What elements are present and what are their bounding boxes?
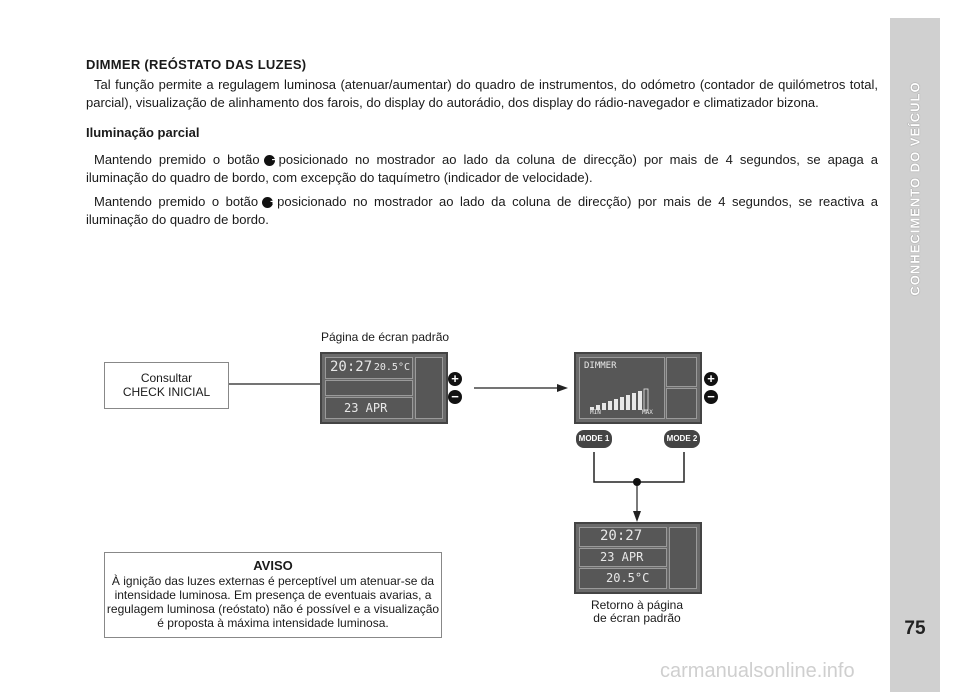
return-screen-top: [579, 527, 667, 547]
return-screen-bottom: [579, 568, 667, 589]
dimmer-bar: [632, 393, 636, 410]
default-page-label: Página de écran padrão: [320, 330, 450, 344]
mode1-button: MODE 1: [576, 430, 612, 448]
dimmer-bar: [644, 389, 648, 410]
sidebar-title-text: CONHECIMENTO DO VEÍCULO: [907, 80, 923, 296]
down-arrow-head: [633, 511, 641, 522]
dimmer-bar: [620, 397, 624, 410]
watermark: carmanualsonline.info: [660, 660, 855, 682]
paragraph-minus-after: posicionado no mostrador ao lado da coluna de direcção) por mais de 4 segundos, se apaga a iluminação do quadro de bordo, com excepção do taquímetro (indicador de velocidade).: [86, 152, 878, 185]
dimmer-bar: [626, 395, 630, 410]
mode-connector: [594, 452, 684, 482]
default-screen-bottom: [325, 397, 413, 419]
mode2-button: MODE 2: [664, 430, 700, 448]
screen1-time: 20:27: [330, 359, 373, 375]
paragraph-plus-after: posicionado no mostrador ao lado da coluna de direcção) por mais de 4 segundos, se reactiva a iluminação do quadro de bordo.: [86, 194, 878, 227]
warning-line4: é proposta à máxima intensidade luminosa.: [157, 616, 389, 630]
consult-line2: CHECK INICIAL: [122, 385, 211, 399]
intro-paragraph: Tal função permite a regulagem luminosa (atenuar/aumentar) do quadro de instrumentos, do odómetro (contador de quilómetros total, parcial), visualização de alinhamento dos farois, do display do autorádio, dos display do rádio-navegador e climatizador bizona.: [86, 77, 878, 110]
section-heading: DIMMER (REÓSTATO DAS LUZES): [86, 57, 307, 72]
default-screen-mid: [325, 380, 413, 396]
warning-line2: intensidade luminosa. Em presença de eventuais avarias, a: [114, 588, 432, 602]
plus-button-icon: +: [262, 197, 273, 208]
consult-box: [104, 362, 229, 409]
screen2-time: 20:27: [600, 528, 643, 544]
return-screen: [574, 522, 702, 594]
dimmer-bar: [602, 403, 606, 410]
dimmer-max: MAX: [642, 409, 653, 416]
plus-icon: +: [448, 372, 462, 386]
default-screen-top: [325, 357, 413, 379]
dimmer-bar: [638, 391, 642, 410]
mode-junction: [633, 478, 641, 486]
dimmer-side-bottom: [666, 388, 697, 419]
screen1-temp: 20.5°C: [373, 362, 410, 373]
plus-icon-2: +: [704, 372, 718, 386]
dimmer-title: DIMMER: [584, 361, 617, 371]
return-screen-side: [669, 527, 697, 589]
paragraph-plus-before: Mantendo premido o botão: [94, 194, 259, 209]
paragraph-minus-before: Mantendo premido o botão: [94, 152, 260, 167]
return-line1: Retorno à página: [590, 598, 684, 612]
warning-line3: regulagem luminosa (reóstato) não é possível e a visualização: [106, 602, 440, 616]
screen2-temp: 20.5°C: [606, 571, 650, 585]
default-screen-side: [415, 357, 443, 419]
minus-button-icon: −: [264, 155, 275, 166]
subheading: Iluminação parcial: [86, 125, 200, 140]
screen1-date: 23 APR: [344, 401, 388, 415]
warning-box: [104, 552, 442, 638]
consult-line1: Consultar: [140, 371, 193, 385]
dimmer-bar: [614, 399, 618, 410]
warning-line1: À ignição das luzes externas é perceptível um atenuar-se da: [111, 574, 435, 588]
dimmer-screen: [574, 352, 702, 424]
minus-icon-2: −: [704, 390, 718, 404]
page-number: 75: [904, 618, 926, 639]
warning-title: AVISO: [253, 558, 293, 573]
dimmer-screen-main: [579, 357, 665, 419]
dimmer-side-top: [666, 357, 697, 387]
minus-icon: −: [448, 390, 462, 404]
return-line2: de écran padrão: [593, 611, 681, 625]
return-screen-mid: [579, 548, 667, 567]
dimmer-bar: [608, 401, 612, 410]
default-screen: [320, 352, 448, 424]
screen2-date: 23 APR: [600, 550, 644, 564]
connector-arrow-head: [557, 384, 568, 392]
dimmer-min: MIN: [590, 409, 601, 416]
